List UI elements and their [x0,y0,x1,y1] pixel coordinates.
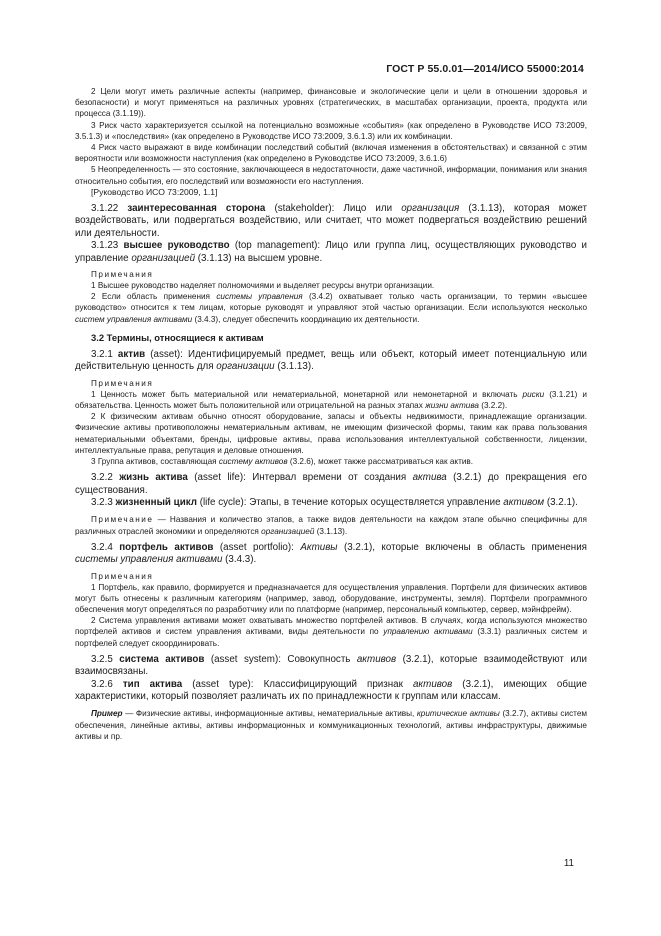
reference: [Руководство ИСО 73:2009, 1.1] [91,186,218,197]
note-portfolio-1: 1 Портфель, как правило, формируется и предназначается для осуществления управления. Портфели для физических активов могут быть отнесены к различным категориям (например, завод, оборудование, инструменты, земля). Портфели программного обеспечения могут определяться по разработчику или по платформе (например, персональный компьютер, сервер, мэйнфрейм). [75,582,587,614]
term-3-2-3: 3.2.3 жизненный цикл (life cycle): Этапы, в течение которых осуществляется управление активом (3.2.1). [91,496,578,508]
term-name: заинтересованная сторона [127,203,266,215]
term-3-1-23: 3.1.23 высшее руководство (top management): Лицо или группа лиц, осуществляющих руководство и управление организацией (3.1.13) на высшем уровне. [75,240,587,264]
note-portfolio-2: 2 Система управления активами может охватывать множество портфелей активов. В случаях, когда используются множество портфелей активов и систем управления активами, виды деятельности по управлению активами (3.3.1) различных систем и портфелей следует скоординировать. [75,616,588,648]
term-name: высшее руководство [123,240,230,252]
note-5: 5 Неопределенность — это состояние, заключающееся в недостаточности, даже частичной, информации, понимания или знания относительно события, его последствий или возможности его наступления. [75,165,587,186]
term-name: жизненный цикл [115,496,197,508]
term-3-2-4: 3.2.4 портфель активов (asset portfolio): Активы (3.2.1), которые включены в область применения системы управления активами (3.4.3). [75,541,587,566]
document-header: ГОСТ Р 55.0.01—2014/ИСО 55000:2014 [386,63,584,75]
term-name: система активов [119,653,205,665]
notes-heading: Примечания [91,378,154,388]
note-top-management-1: 1 Высшее руководство наделяет полномочиями и выделяет ресурсы внутри организации. [91,281,435,291]
term-name: жизнь актива [119,472,188,484]
note-4: 4 Риск часто выражают в виде комбинации последствий событий (включая изменения в обстоятельствах) и связанной с этим вероятности или возможности наступления (как определено в Руководстве ИСО 73:2009, 3.6.1.6) [75,143,587,164]
notes-heading: Примечания [91,270,154,280]
term-name: портфель активов [119,541,214,553]
term-name: тип актива [122,678,183,690]
note-life-cycle: Примечание — Названия и количество этапов, а также видов деятельности на каждом этапе обычно специфичны для различных отраслей экономики и определяются организацией (3.1.13). [75,515,587,536]
note-asset-3: 3 Группа активов, составляющая систему активов (3.2.6), может также рассматриваться как актив. [91,456,474,466]
note-asset-2: 2 К физическим активам обычно относят оборудование, запасы и объекты недвижимости, принадлежащие организации. Физические активы противоположны нематериальным активам, не имеющим физической формы, таким как права пользования нематериальными объектами, бренды, цифровые активы, права использования интеллектуальной собственности, лицензии, интеллектуальные права, репутация и деловые отношения. [75,412,587,455]
document-body [75,86,587,742]
term-3-2-2: 3.2.2 жизнь актива (asset life): Интервал времени от создания актива (3.2.1) до прекращения его существования. [75,472,587,496]
notes-heading: Примечания [91,571,154,581]
note-3: 3 Риск часто характеризуется ссылкой на потенциально возможные «события» (как определено в Руководстве ИСО 73:2009, 3.5.1.3) и «последствия» (как определено в Руководстве ИСО 73:2009, 3.6.1.3) или их комбинации. [75,120,587,141]
term-3-2-5: 3.2.5 система активов (asset system): Совокупность активов (3.2.1), которые взаимодействуют или взаимосвязаны. [75,653,587,678]
note-top-management-2: 2 Если область применения системы управления (3.4.2) охватывает только часть организации, то термин «высшее руководство» относится к тем лицам, которые руководят и управляют этой частью организации. Если используются несколько систем управления активами (3.4.3), следует обеспечить координацию их деятельности. [75,292,587,324]
page-number: 11 [563,858,574,869]
term-3-2-6: 3.2.6 тип актива (asset type): Классифицирующий признак активов (3.2.1), имеющих общие характеристики, который позволяет различать их по принадлежности к группам или классам. [75,678,587,702]
note-2: 2 Цели могут иметь различные аспекты (например, финансовые и экологические цели и цели в отношении здоровья и безопасности) и могут применяться на различных уровнях (стратегических, в масштабах организации, проекта, продукта или процесса (3.1.19)). [75,87,587,119]
term-name: актив [117,348,146,360]
section-heading: 3.2 Термины, относящиеся к активам [91,331,264,343]
term-3-2-1: 3.2.1 актив (asset): Идентифицируемый предмет, вещь или объект, который имеет потенциальную или действительную ценность для организации (3.1.13). [75,348,587,373]
note-asset-1: 1 Ценность может быть материальной или нематериальной, монетарной или немонетарной и включать риски (3.1.21) и обязательства. Ценность может быть положительной или отрицательной на разных этапах жизни актива (3.2.2). [75,389,588,410]
term-3-1-22: 3.1.22 заинтересованная сторона (stakeholder): Лицо или организация (3.1.13), которая может воздействовать, или подвергаться воздействию, или считает, что может подвергаться воздействию решений или деятельности. [75,203,587,239]
example: Пример — Физические активы, информационные активы, нематериальные активы, критические активы (3.2.7), активы систем обеспечения, линейные активы, активы информационных и коммуникационных технологий, активы инфраструктуры, движимые активы и пр. [75,709,588,741]
